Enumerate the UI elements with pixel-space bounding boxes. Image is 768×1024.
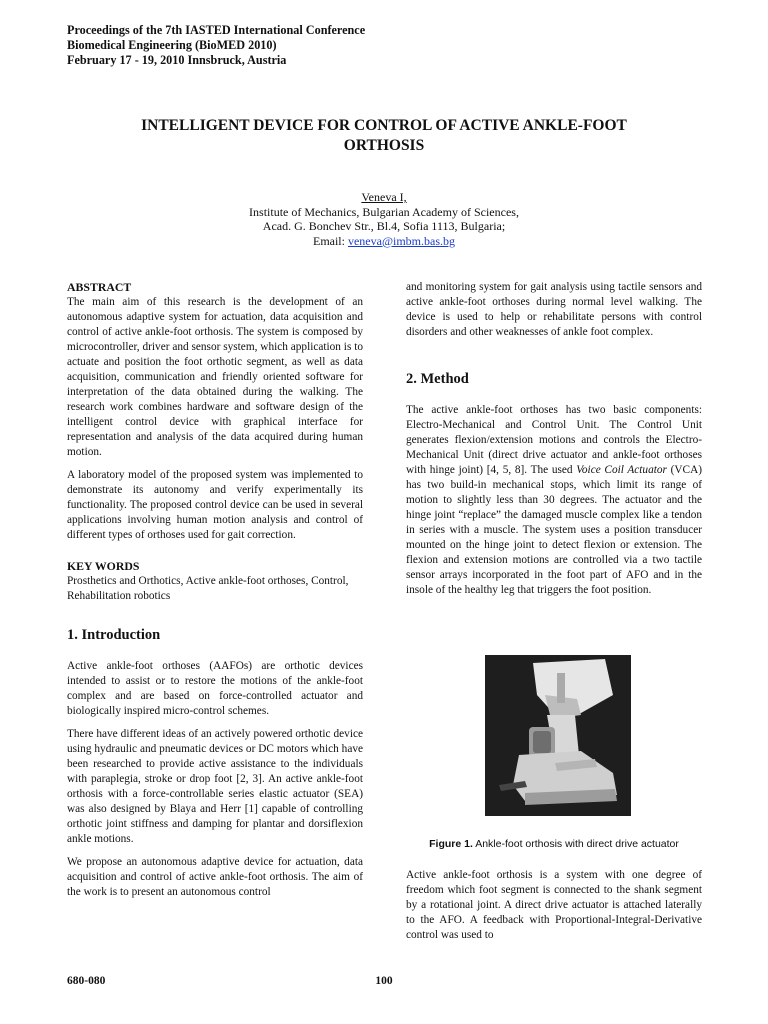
method-paragraph-1: The active ankle-foot orthoses has two basic components: Electro-Mechanical and Control Unit. The Control Unit generates flexion/extension motions and controls the Electro-Mechanical Unit (direct drive actuator and ankle-foot orthoses with hinge joint) [4, 5, 8]. The used Voice Coil Actuator (VCA) has two build-in mechanical stops, which limit its range of motion to slightly less than 30 degrees. The actuator and the hinge joint “replace” the damaged muscle complex like a tendon in series with a muscle. The system uses a position transducer mounted on the hinge joint to detect flexion or extension. The flexion and extension motions are controlled via a two tactile sensor arrays incorporated in the foot part of AFO and in the insole of the healthy leg that triggers the foot position. xyxy=(406,404,702,596)
title-line-1: INTELLIGENT DEVICE FOR CONTROL OF ACTIVE ANKLE-FOOT xyxy=(141,117,627,134)
left-column xyxy=(67,280,363,900)
method-heading: 2. Method xyxy=(406,371,469,387)
abstract-paragraph-2: A laboratory model of the proposed system was implemented to demonstrate its autonomy and verify experimentally its functionality. The proposed control device can be used in several applications involving human motion analysis and control of different types of orthoses used for gait correction. xyxy=(67,469,363,541)
page-number: 100 xyxy=(375,975,393,987)
author-email-line xyxy=(60,234,708,249)
right-column xyxy=(406,280,702,598)
title-line-2: ORTHOSIS xyxy=(343,137,425,154)
conference-header xyxy=(67,23,365,68)
figure-caption-text: Ankle-foot orthosis with direct drive actuator xyxy=(472,838,679,850)
header-line-3: February 17 - 19, 2010 Innsbruck, Austria xyxy=(67,53,287,67)
keywords-heading: KEY WORDS xyxy=(67,559,140,573)
author-name: Veneva I, xyxy=(361,190,407,204)
intro-paragraph-1: Active ankle-foot orthoses (AAFOs) are orthotic devices intended to assist or to restore the motions of the ankle-foot complex and are based on force-controlled actuator and biologically inspired micro-control schemes. xyxy=(67,660,363,717)
intro-paragraph-2: There have different ideas of an actively powered orthotic device using hydraulic and pneumatic devices or DC motors which have been researched to provide active assistance to the individuals with paraplegia, stroke or drop foot [2, 3]. An active ankle-foot orthosis with a force-controllable series elastic actuator (SEA) was also designed by Blaya and Herr [1] capable of controlling orthotic joint stiffness and damping for plantar and dorsiflexion ankle motions. xyxy=(67,728,363,845)
paper-code: 680-080 xyxy=(67,975,106,987)
author-address: Acad. G. Bonchev Str., Bl.4, Sofia 1113, Bulgaria; xyxy=(262,219,506,233)
author-block xyxy=(60,190,708,248)
email-link[interactable]: veneva@imbm.bas.bg xyxy=(347,233,456,248)
email-label: Email: xyxy=(312,233,348,248)
intro-heading: 1. Introduction xyxy=(67,627,161,643)
keywords-text: Prosthetics and Orthotics, Active ankle-foot orthoses, Control, Rehabilitation robotics xyxy=(67,575,349,602)
voice-coil-actuator-term: Voice Coil Actuator xyxy=(576,464,667,476)
abstract-paragraph-1: The main aim of this research is the development of an autonomous adaptive system for actuation, data acquisition and control of active ankle-foot orthosis. The system is composed by microcontroller, driver and sensor system, which application is to actuate and position the foot orthotic segment, as well as data acquisition, communication and friendly oriented software for interpretation of the data obtained during the walking. The research work combines hardware and software design of the intelligent control device with graphical interface for representation and analysis of the data acquired during human motion. xyxy=(67,296,363,458)
orthosis-photo xyxy=(485,655,631,816)
figure-label: Figure 1. xyxy=(429,838,473,850)
abstract-heading: ABSTRACT xyxy=(67,280,132,294)
right-continued-paragraph: and monitoring system for gait analysis using tactile sensors and active ankle-foot orthoses during normal level walking. The device is used to help or rehabilitate persons with control disorders and other weaknesses of ankle foot complex. xyxy=(406,281,702,338)
header-line-2: Biomedical Engineering (BioMED 2010) xyxy=(67,38,277,52)
after-figure-block xyxy=(406,868,702,943)
intro-paragraph-3: We propose an autonomous adaptive device for actuation, data acquisition and control of active ankle-foot orthosis. The aim of the work is to present an autonomous control xyxy=(67,856,363,898)
header-line-1: Proceedings of the 7th IASTED International Conference xyxy=(67,23,366,37)
after-figure-paragraph: Active ankle-foot orthosis is a system with one degree of freedom which foot segment is connected to the shank segment by a rotational joint. A direct drive actuator is attached laterally to the AFO. A feedback with Proportional-Integral-Derivative control was used to xyxy=(406,869,702,941)
author-affiliation: Institute of Mechanics, Bulgarian Academy of Sciences, xyxy=(249,204,519,219)
paper-title xyxy=(60,116,708,156)
figure-caption xyxy=(406,838,702,850)
